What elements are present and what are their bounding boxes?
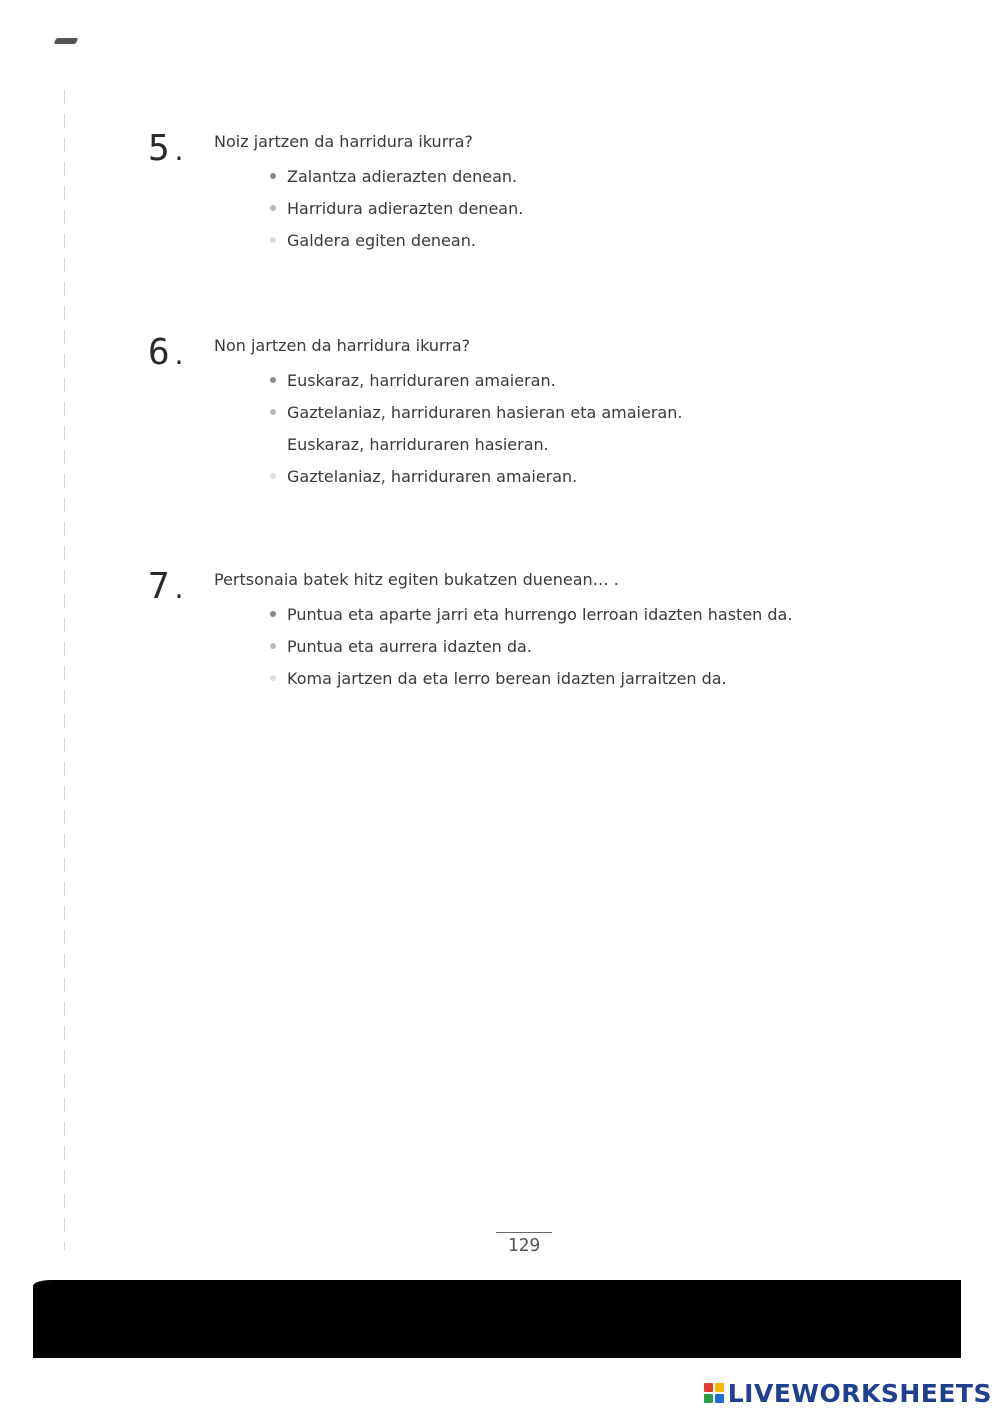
question-text: Pertsonaia batek hitz egiten bukatzen duenean… . xyxy=(214,570,619,589)
answer-option[interactable]: Zalantza adierazten denean. xyxy=(270,160,523,192)
bullet-icon xyxy=(270,237,276,243)
answer-option[interactable]: Gaztelaniaz, harriduraren hasieran eta amaieran. xyxy=(270,396,682,428)
logo-square xyxy=(715,1394,724,1403)
question-text: Noiz jartzen da harridura ikurra? xyxy=(214,132,473,151)
bullet-icon xyxy=(270,377,276,383)
liveworksheets-watermark xyxy=(704,1378,992,1408)
bullet-icon xyxy=(270,611,276,617)
bullet-icon xyxy=(270,643,276,649)
page-number: 129 xyxy=(496,1232,552,1256)
scan-mark xyxy=(54,38,79,44)
scan-black-band xyxy=(33,1280,961,1358)
question-number: 6. xyxy=(148,332,189,373)
margin-line xyxy=(64,90,65,1250)
bullet-icon xyxy=(270,173,276,179)
liveworksheets-logo-icon xyxy=(704,1383,724,1403)
bullet-icon xyxy=(270,675,276,681)
question-number: 5. xyxy=(148,128,189,169)
question-text: Non jartzen da harridura ikurra? xyxy=(214,336,471,355)
logo-square xyxy=(704,1383,713,1392)
answer-option[interactable]: Euskaraz, harriduraren hasieran. xyxy=(270,428,682,460)
question-number: 7. xyxy=(148,566,189,607)
answer-option[interactable]: Galdera egiten denean. xyxy=(270,224,523,256)
answer-options xyxy=(270,160,523,256)
answer-options xyxy=(270,364,682,492)
answer-option[interactable]: Puntua eta aparte jarri eta hurrengo lerroan idazten hasten da. xyxy=(270,598,792,630)
bullet-icon xyxy=(270,473,276,479)
logo-square xyxy=(715,1383,724,1392)
answer-option[interactable]: Koma jartzen da eta lerro berean idazten jarraitzen da. xyxy=(270,662,792,694)
logo-square xyxy=(704,1394,713,1403)
answer-option[interactable]: Gaztelaniaz, harriduraren amaieran. xyxy=(270,460,682,492)
bullet-icon xyxy=(270,409,276,415)
answer-option[interactable]: Puntua eta aurrera idazten da. xyxy=(270,630,792,662)
watermark-text: LIVEWORKSHEETS xyxy=(727,1378,992,1408)
bullet-icon xyxy=(270,441,276,447)
answer-option[interactable]: Euskaraz, harriduraren amaieran. xyxy=(270,364,682,396)
answer-option[interactable]: Harridura adierazten denean. xyxy=(270,192,523,224)
bullet-icon xyxy=(270,205,276,211)
answer-options xyxy=(270,598,792,694)
